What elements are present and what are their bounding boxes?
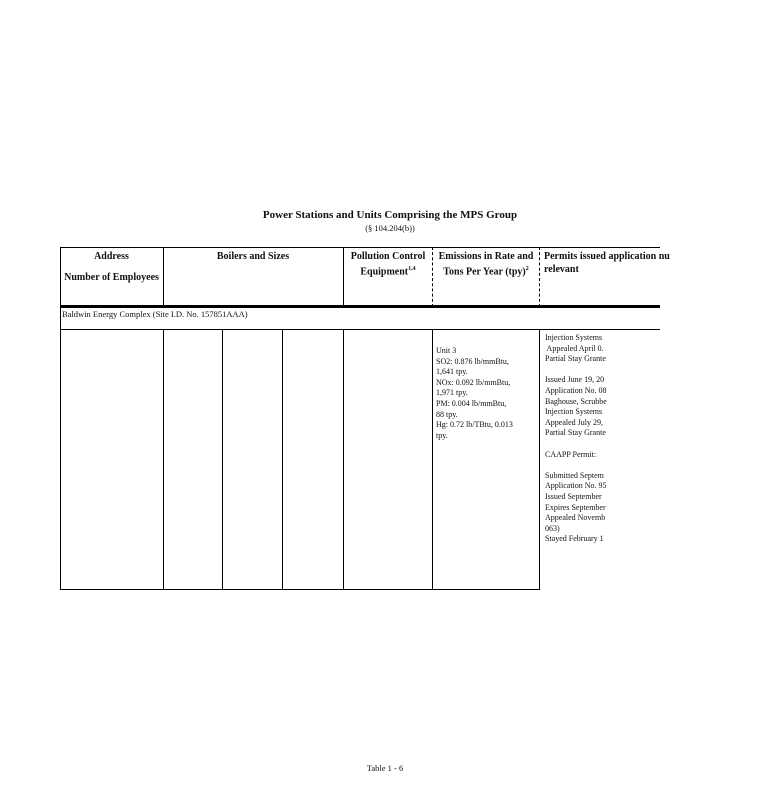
permits-line xyxy=(545,365,620,376)
emissions-line: NOx: 0.092 lb/mmBtu, xyxy=(436,377,511,387)
permits-line: Issued September xyxy=(545,491,602,501)
emissions-cell xyxy=(436,346,513,441)
header-permits: Permits issued application nu relevant xyxy=(544,251,670,275)
emissions-line: 1,971 tpy. xyxy=(436,388,468,398)
header-boilers: Boilers and Sizes xyxy=(216,251,290,262)
header-emissions: Emissions in Rate and Tons Per Year (tpy)$^2$ xyxy=(438,251,534,278)
permits-line xyxy=(545,460,620,471)
permits-line: Submitted Septem xyxy=(545,470,604,480)
emissions-line: SO2: 0.876 lb/mmBtu, xyxy=(436,356,509,366)
col-border-boiler-a xyxy=(222,330,223,590)
permits-line: Appealed Novemb xyxy=(545,513,606,523)
col-border-boiler-b xyxy=(282,330,283,590)
col-border-1 xyxy=(163,247,164,307)
permits-line: Application No. 95 xyxy=(545,481,607,491)
permits-line: Partial Stay Grante xyxy=(545,354,606,364)
permits-line: CAAPP Permit: xyxy=(545,449,597,459)
emissions-line: Hg: 0.72 lb/TBtu, 0.013 xyxy=(436,420,513,430)
page-footer: Table 1 - 6 xyxy=(366,763,404,773)
permits-line: Stayed February 1 xyxy=(545,534,604,544)
permits-line: Application No. 08 xyxy=(545,385,607,395)
header-pollution: Pollution Control Equipment$^{1,4}$ xyxy=(350,251,426,278)
col-border-4b xyxy=(539,330,540,590)
col-border-4 xyxy=(539,247,540,307)
row-border-header xyxy=(60,305,660,308)
col-border-left xyxy=(60,247,61,590)
section-label: Baldwin Energy Complex (Site I.D. No. 157851AAA) xyxy=(62,309,248,319)
col-border-3 xyxy=(432,247,433,307)
permits-line: Expires September xyxy=(545,502,606,512)
row-border-section xyxy=(60,329,660,330)
emissions-line: Unit 3 xyxy=(436,346,457,355)
row-border-bottom xyxy=(60,589,540,590)
col-border-2b xyxy=(343,330,344,590)
page-title: Power Stations and Units Comprising the MPS Group xyxy=(262,209,518,221)
permits-line: Injection Systems xyxy=(545,333,603,342)
header-address: Address Number of Employees xyxy=(64,251,159,283)
col-border-3b xyxy=(432,330,433,590)
page-subtitle: (§ 104.204(b)) xyxy=(365,223,415,233)
permits-line: Appealed April 0. xyxy=(545,343,604,353)
permits-line xyxy=(545,439,620,450)
permits-line: Injection Systems xyxy=(545,407,603,417)
emissions-line: 88 tpy. xyxy=(436,409,458,419)
permits-line: Issued June 19, 20 xyxy=(545,375,605,385)
permits-line: Baghouse, Scrubbe xyxy=(545,396,607,406)
col-border-2 xyxy=(343,247,344,307)
emissions-line: 1,641 tpy. xyxy=(436,367,468,377)
permits-line: Partial Stay Grante xyxy=(545,428,606,438)
col-border-1b xyxy=(163,330,164,590)
emissions-line: tpy. xyxy=(436,430,448,440)
row-border-top xyxy=(60,247,660,248)
permits-cell xyxy=(545,333,620,545)
permits-line: 063) xyxy=(545,523,560,533)
emissions-line: PM: 0.004 lb/mmBtu, xyxy=(436,398,507,408)
permits-line: Appealed July 29, xyxy=(545,417,603,427)
